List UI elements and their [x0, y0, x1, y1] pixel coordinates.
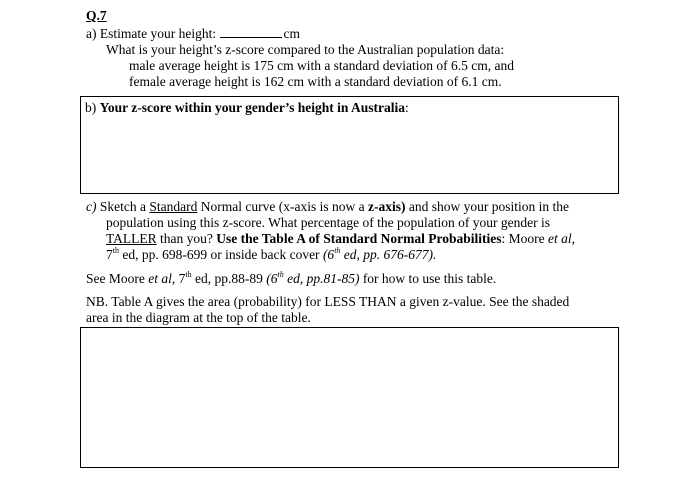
nb-line-1: NB. Table A gives the area (probability) for LESS THAN a given z-value. See the shaded — [86, 294, 570, 309]
see-moore-sup: th — [185, 269, 192, 279]
height-unit: cm — [283, 26, 300, 41]
part-b-prefix: b) — [85, 100, 97, 115]
part-c-line-4 — [106, 247, 436, 263]
part-c-text: Normal curve (x-axis is now a — [200, 199, 365, 214]
part-c-z-axis-bold: z-axis) — [367, 199, 406, 214]
part-a-line-2: male average height is 175 cm with a standard deviation of 6.5 cm, and — [129, 58, 515, 73]
see-moore-text: (6 — [266, 271, 278, 286]
part-c-standard-underlined: Standard — [149, 199, 198, 214]
part-c-answer-box[interactable] — [80, 327, 619, 468]
part-a-line-3: female average height is 162 cm with a standard deviation of 6.1 cm. — [129, 74, 502, 89]
part-b-bold-text: Your z-score within your gender’s height in Australia — [99, 100, 406, 115]
see-moore-sup: th — [277, 269, 284, 279]
part-c-table-a-bold: Use the Table A of Standard Normal Probabilities — [216, 231, 502, 246]
see-moore-text: ed, pp.88-89 — [194, 271, 263, 286]
nb-line-2: area in the diagram at the top of the table. — [86, 310, 311, 325]
part-c-text: and show your position in the — [408, 199, 569, 214]
see-moore-text: See Moore — [86, 271, 145, 286]
part-c-line-3 — [106, 231, 575, 247]
part-a-prefix: a) Estimate your height: — [86, 26, 217, 41]
see-moore-line — [86, 271, 496, 287]
part-c-edition: 7 — [106, 247, 113, 262]
part-c-text: ed, pp. 676-677). — [343, 247, 437, 262]
part-b-prompt — [85, 100, 409, 116]
see-moore-text: for how to use this table. — [362, 271, 497, 286]
part-c-text: (6 — [322, 247, 335, 262]
part-c-et-al: et al — [547, 231, 572, 246]
part-c-edition-sup: th — [112, 245, 119, 255]
part-a-line-1: What is your height’s z-score compared to the Australian population data: — [106, 42, 505, 57]
part-c-text: than you? — [160, 231, 213, 246]
part-c-edition-sup: th — [334, 245, 341, 255]
see-moore-text: ed, pp.81-85) — [287, 271, 360, 286]
part-c-taller-underlined: TALLER — [106, 231, 157, 246]
height-answer-blank[interactable] — [220, 26, 282, 38]
part-c-text: ed, pp. 698-699 or inside back cover — [122, 247, 320, 262]
part-c-line-2: population using this z-score. What percentage of the population of your gender is — [106, 215, 551, 230]
part-c-text: : Moore — [501, 231, 545, 246]
part-c-text: , — [571, 231, 575, 246]
see-moore-et-al: et al — [148, 271, 172, 286]
part-b-suffix: : — [405, 100, 409, 115]
question-number: Q.7 — [86, 8, 107, 23]
part-c-label: c) — [86, 199, 97, 214]
part-c-line-1 — [86, 199, 569, 215]
part-c-text: Sketch a — [99, 199, 146, 214]
part-a-prompt — [86, 26, 300, 42]
see-moore-text: , 7 — [171, 271, 186, 286]
